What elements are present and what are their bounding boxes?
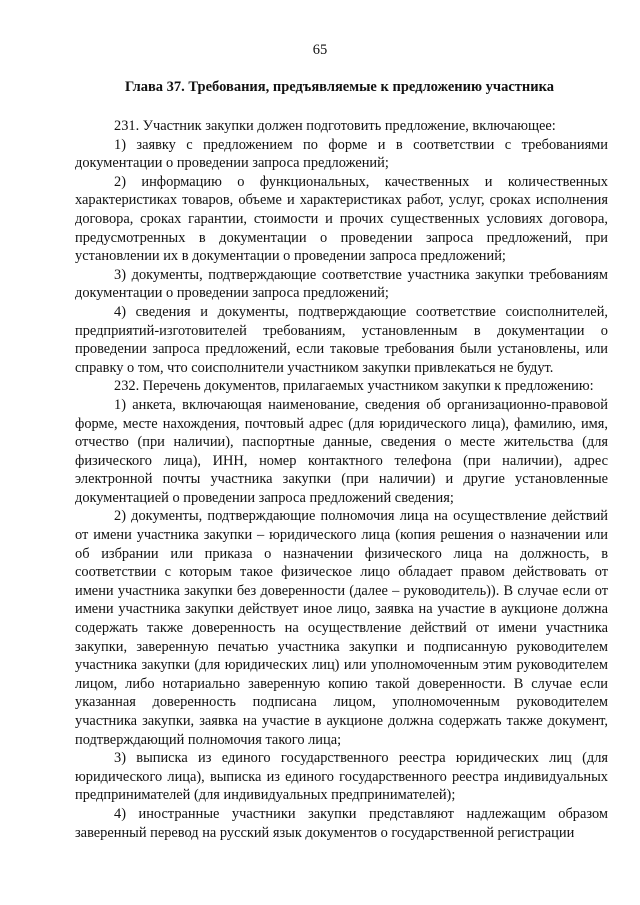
paragraph-232-intro: 232. Перечень документов, прилагаемых участником закупки к предложению: — [114, 378, 594, 395]
body-text — [75, 117, 608, 842]
paragraph-231-item-2: 2) информацию о функциональных, качественных и количественных характеристиках товаров, объеме и характеристиках работ, услуг, сроках исполнения договора, сроках гарантии, стоимости и прочих существенных условиях договора, предусмотренных в документации о проведении запроса предложений, при установлении их в документации о проведении запроса предложений; — [75, 173, 608, 265]
paragraph-232-item-4: 4) иностранные участники закупки представляют надлежащим образом заверенный перевод на русский язык документов о государственной регистрации — [75, 805, 608, 841]
page-number: 65 — [312, 42, 328, 58]
paragraph-231-intro: 231. Участник закупки должен подготовить предложение, включающее: — [114, 118, 556, 134]
paragraph-232-item-3: 3) выписка из единого государственного реестра юридических лиц (для юридического лица), выписка из единого государственного реестра индивидуальных предпринимателей (для индивидуальных предпринимателей); — [75, 750, 608, 804]
chapter-title: Глава 37. Требования, предъявляемые к предложению участника — [125, 79, 554, 95]
paragraph-232-item-1: 1) анкета, включающая наименование, сведения об организационно-правовой форме, месте нахождения, почтовый адрес (для юридического лица), фамилию, имя, отчество (при наличии), паспортные данные, сведения о месте жительства (для физического лица), ИНН, номер контактного телефона (при наличии), адрес электронной почты участника закупки (при наличии) и другие установленные документацией о проведении запроса предложений сведения; — [75, 396, 608, 506]
paragraph-232-item-2: 2) документы, подтверждающие полномочия лица на осуществление действий от имени участника закупки – юридического лица (копия решения о назначении или об избрании или приказа о назначении физического лица на должность, в соответствии с которым такое физическое лицо обладает правом действовать от имени участника закупки без доверенности (далее – руководитель)). В случае если от имени участника закупки действует иное лицо, заявка на участие в аукционе должна содержать также доверенность на осуществление действий от имени участника закупки, заверенную печатью участника закупки и подписанную руководителем участника закупки (для юридических лиц) или уполномоченным этим руководителем лицом, либо нотариально заверенную копию такой доверенности. В случае если указанная доверенность подписана лицом, уполномоченным руководителем участника закупки, заявка на участие в аукционе должна содержать также документ, подтверждающий полномочия такого лица; — [75, 508, 608, 748]
paragraph-231-item-1: 1) заявку с предложением по форме и в соответствии с требованиями документации о проведении запроса предложений; — [75, 136, 608, 172]
paragraph-231-item-4: 4) сведения и документы, подтверждающие соответствие соисполнителей, предприятий-изготовителей требованиям, установленным в документации о проведении запроса предложений, если таковые требования были установлены, или справку о том, что соисполнители участником закупки привлекаться не будут. — [75, 303, 608, 376]
paragraph-231-item-3: 3) документы, подтверждающие соответствие участника закупки требованиям документации о проведении запроса предложений; — [75, 266, 608, 302]
